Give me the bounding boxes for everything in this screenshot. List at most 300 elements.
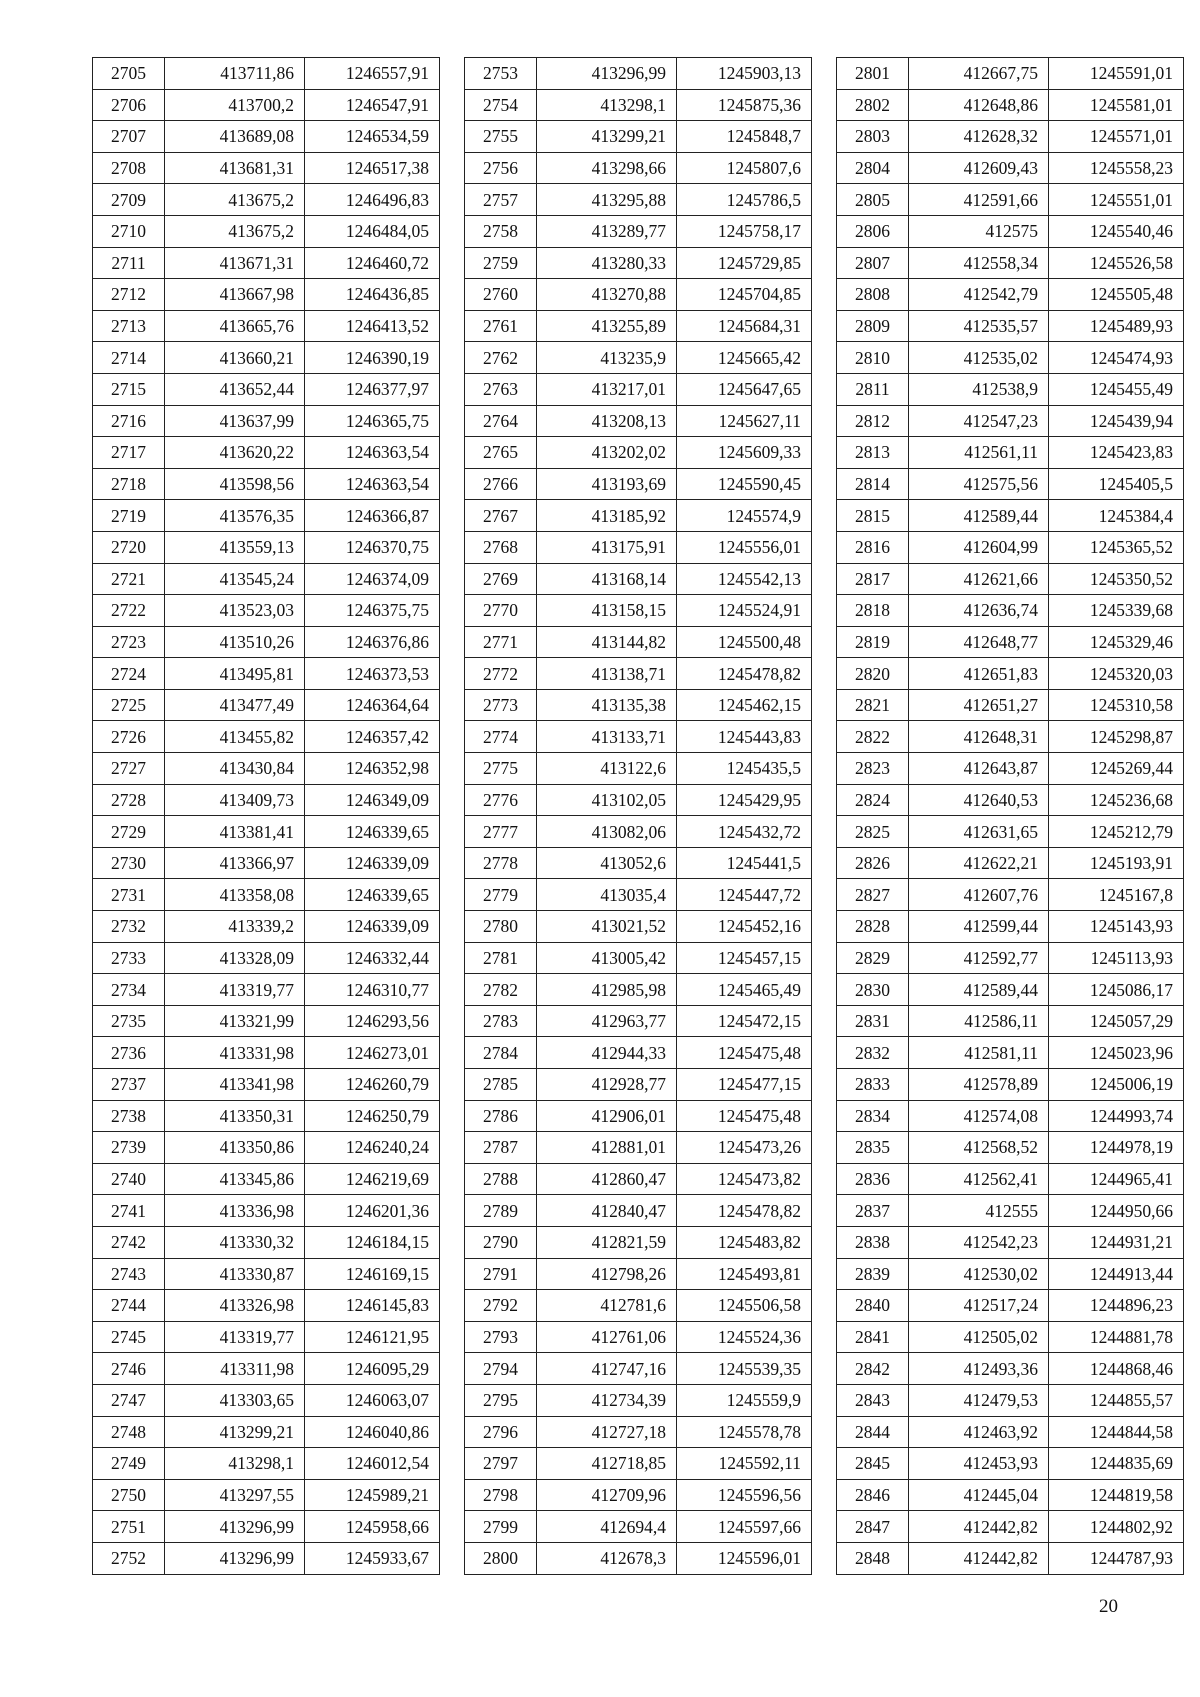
y-coordinate-cell: 1245684,31 [677,310,812,342]
y-coordinate-cell: 1246365,75 [305,405,440,437]
table-row [837,1100,1184,1132]
table-row [465,595,812,627]
x-coordinate-cell: 412694,4 [537,1511,677,1543]
x-coordinate-cell: 412442,82 [909,1511,1049,1543]
table-row [465,89,812,121]
x-coordinate-cell: 412821,59 [537,1226,677,1258]
point-number-cell: 2765 [465,437,537,469]
x-coordinate-cell: 413138,71 [537,658,677,690]
x-coordinate-cell: 413133,71 [537,721,677,753]
table-row [837,816,1184,848]
x-coordinate-cell: 412578,89 [909,1069,1049,1101]
x-coordinate-cell: 413660,21 [165,342,305,374]
y-coordinate-cell: 1245807,6 [677,152,812,184]
y-coordinate-cell: 1246460,72 [305,247,440,279]
table-row [465,58,812,90]
point-number-cell: 2831 [837,1005,909,1037]
y-coordinate-cell: 1245236,68 [1049,784,1184,816]
y-coordinate-cell: 1245558,23 [1049,152,1184,184]
x-coordinate-cell: 413299,21 [165,1416,305,1448]
x-coordinate-cell: 413296,99 [165,1542,305,1574]
y-coordinate-cell: 1245441,5 [677,847,812,879]
point-number-cell: 2844 [837,1416,909,1448]
table-row [465,468,812,500]
x-coordinate-cell: 413193,69 [537,468,677,500]
y-coordinate-cell: 1246063,07 [305,1384,440,1416]
y-coordinate-cell: 1246484,05 [305,215,440,247]
y-coordinate-cell: 1245432,72 [677,816,812,848]
x-coordinate-cell: 413102,05 [537,784,677,816]
y-coordinate-cell: 1245452,16 [677,911,812,943]
point-number-cell: 2768 [465,531,537,563]
point-number-cell: 2753 [465,58,537,90]
table-row [93,784,440,816]
y-coordinate-cell: 1246370,75 [305,531,440,563]
x-coordinate-cell: 413270,88 [537,279,677,311]
point-number-cell: 2823 [837,753,909,785]
y-coordinate-cell: 1244819,58 [1049,1479,1184,1511]
table-row [837,215,1184,247]
table-row [465,1384,812,1416]
y-coordinate-cell: 1245729,85 [677,247,812,279]
point-number-cell: 2716 [93,405,165,437]
y-coordinate-cell: 1245435,5 [677,753,812,785]
point-number-cell: 2711 [93,247,165,279]
y-coordinate-cell: 1245933,67 [305,1542,440,1574]
table-row [93,879,440,911]
y-coordinate-cell: 1245212,79 [1049,816,1184,848]
x-coordinate-cell: 413620,22 [165,437,305,469]
point-number-cell: 2728 [93,784,165,816]
x-coordinate-cell: 413321,99 [165,1005,305,1037]
table-row [93,1258,440,1290]
y-coordinate-cell: 1245596,01 [677,1542,812,1574]
point-number-cell: 2838 [837,1226,909,1258]
table-row [837,468,1184,500]
y-coordinate-cell: 1245592,11 [677,1448,812,1480]
table-row [465,942,812,974]
y-coordinate-cell: 1244896,23 [1049,1290,1184,1322]
point-number-cell: 2801 [837,58,909,90]
x-coordinate-cell: 413339,2 [165,911,305,943]
point-number-cell: 2785 [465,1069,537,1101]
x-coordinate-cell: 413667,98 [165,279,305,311]
table-row [93,437,440,469]
table-row [93,152,440,184]
table-row [837,1416,1184,1448]
y-coordinate-cell: 1245665,42 [677,342,812,374]
x-coordinate-cell: 412586,11 [909,1005,1049,1037]
y-coordinate-cell: 1245524,36 [677,1321,812,1353]
point-number-cell: 2734 [93,974,165,1006]
table-row [837,500,1184,532]
y-coordinate-cell: 1245429,95 [677,784,812,816]
table-row [837,89,1184,121]
x-coordinate-cell: 413675,2 [165,184,305,216]
table-row [93,658,440,690]
table-row [93,626,440,658]
table-row [93,942,440,974]
y-coordinate-cell: 1246184,15 [305,1226,440,1258]
x-coordinate-cell: 412718,85 [537,1448,677,1480]
x-coordinate-cell: 413523,03 [165,595,305,627]
table-row [93,753,440,785]
point-number-cell: 2804 [837,152,909,184]
point-number-cell: 2748 [93,1416,165,1448]
x-coordinate-cell: 413331,98 [165,1037,305,1069]
y-coordinate-cell: 1245462,15 [677,689,812,721]
point-number-cell: 2822 [837,721,909,753]
point-number-cell: 2793 [465,1321,537,1353]
y-coordinate-cell: 1245609,33 [677,437,812,469]
point-number-cell: 2832 [837,1037,909,1069]
x-coordinate-cell: 412442,82 [909,1542,1049,1574]
point-number-cell: 2707 [93,121,165,153]
point-number-cell: 2839 [837,1258,909,1290]
table-row [465,1542,812,1574]
point-number-cell: 2826 [837,847,909,879]
x-coordinate-cell: 413144,82 [537,626,677,658]
table-row [465,1069,812,1101]
table-row [93,974,440,1006]
x-coordinate-cell: 413021,52 [537,911,677,943]
x-coordinate-cell: 412542,23 [909,1226,1049,1258]
y-coordinate-cell: 1246260,79 [305,1069,440,1101]
x-coordinate-cell: 413430,84 [165,753,305,785]
table-row [837,152,1184,184]
table-row [93,1384,440,1416]
point-number-cell: 2840 [837,1290,909,1322]
point-number-cell: 2806 [837,215,909,247]
point-number-cell: 2792 [465,1290,537,1322]
table-row [93,1353,440,1385]
point-number-cell: 2714 [93,342,165,374]
point-number-cell: 2783 [465,1005,537,1037]
table-row [465,753,812,785]
x-coordinate-cell: 413711,86 [165,58,305,90]
table-row [837,1037,1184,1069]
x-coordinate-cell: 413455,82 [165,721,305,753]
y-coordinate-cell: 1245329,46 [1049,626,1184,658]
table-row [837,310,1184,342]
x-coordinate-cell: 413005,42 [537,942,677,974]
table-row [837,1542,1184,1574]
y-coordinate-cell: 1245439,94 [1049,405,1184,437]
point-number-cell: 2774 [465,721,537,753]
y-coordinate-cell: 1245627,11 [677,405,812,437]
point-number-cell: 2842 [837,1353,909,1385]
point-number-cell: 2752 [93,1542,165,1574]
page-number: 20 [1099,1596,1118,1617]
point-number-cell: 2833 [837,1069,909,1101]
point-number-cell: 2739 [93,1132,165,1164]
x-coordinate-cell: 412535,57 [909,310,1049,342]
point-number-cell: 2764 [465,405,537,437]
point-number-cell: 2718 [93,468,165,500]
point-number-cell: 2837 [837,1195,909,1227]
y-coordinate-cell: 1245848,7 [677,121,812,153]
y-coordinate-cell: 1245365,52 [1049,531,1184,563]
x-coordinate-cell: 413298,66 [537,152,677,184]
y-coordinate-cell: 1244881,78 [1049,1321,1184,1353]
x-coordinate-cell: 413052,6 [537,847,677,879]
y-coordinate-cell: 1245540,46 [1049,215,1184,247]
point-number-cell: 2720 [93,531,165,563]
table-row [465,1005,812,1037]
y-coordinate-cell: 1245647,65 [677,373,812,405]
table-row [93,58,440,90]
point-number-cell: 2740 [93,1163,165,1195]
y-coordinate-cell: 1246095,29 [305,1353,440,1385]
y-coordinate-cell: 1245958,66 [305,1511,440,1543]
table-row [465,1511,812,1543]
point-number-cell: 2746 [93,1353,165,1385]
point-number-cell: 2741 [93,1195,165,1227]
table-row [465,1353,812,1385]
y-coordinate-cell: 1244787,93 [1049,1542,1184,1574]
x-coordinate-cell: 413235,9 [537,342,677,374]
x-coordinate-cell: 412589,44 [909,974,1049,1006]
table-row [465,373,812,405]
x-coordinate-cell: 413700,2 [165,89,305,121]
y-coordinate-cell: 1245443,83 [677,721,812,753]
y-coordinate-cell: 1244913,44 [1049,1258,1184,1290]
x-coordinate-cell: 413366,97 [165,847,305,879]
x-coordinate-cell: 413319,77 [165,974,305,1006]
point-number-cell: 2781 [465,942,537,974]
table-row [837,658,1184,690]
y-coordinate-cell: 1245023,96 [1049,1037,1184,1069]
x-coordinate-cell: 413035,4 [537,879,677,911]
table-row [465,1479,812,1511]
point-number-cell: 2772 [465,658,537,690]
y-coordinate-cell: 1246363,54 [305,437,440,469]
y-coordinate-cell: 1245310,58 [1049,689,1184,721]
table-row [465,342,812,374]
x-coordinate-cell: 412453,93 [909,1448,1049,1480]
table-row [837,1448,1184,1480]
point-number-cell: 2795 [465,1384,537,1416]
x-coordinate-cell: 412599,44 [909,911,1049,943]
x-coordinate-cell: 413495,81 [165,658,305,690]
x-coordinate-cell: 412547,23 [909,405,1049,437]
y-coordinate-cell: 1246496,83 [305,184,440,216]
table-row [93,1448,440,1480]
y-coordinate-cell: 1246376,86 [305,626,440,658]
y-coordinate-cell: 1245505,48 [1049,279,1184,311]
table-row [93,1037,440,1069]
point-number-cell: 2815 [837,500,909,532]
table-row [465,1132,812,1164]
y-coordinate-cell: 1245143,93 [1049,911,1184,943]
y-coordinate-cell: 1246413,52 [305,310,440,342]
point-number-cell: 2797 [465,1448,537,1480]
table-row [837,563,1184,595]
y-coordinate-cell: 1245320,03 [1049,658,1184,690]
table-row [93,215,440,247]
x-coordinate-cell: 413330,87 [165,1258,305,1290]
x-coordinate-cell: 413217,01 [537,373,677,405]
y-coordinate-cell: 1245475,48 [677,1037,812,1069]
x-coordinate-cell: 413298,1 [165,1448,305,1480]
point-number-cell: 2750 [93,1479,165,1511]
y-coordinate-cell: 1246201,36 [305,1195,440,1227]
point-number-cell: 2759 [465,247,537,279]
y-coordinate-cell: 1246339,09 [305,911,440,943]
x-coordinate-cell: 412574,08 [909,1100,1049,1132]
point-number-cell: 2747 [93,1384,165,1416]
y-coordinate-cell: 1245704,85 [677,279,812,311]
y-coordinate-cell: 1245597,66 [677,1511,812,1543]
point-number-cell: 2726 [93,721,165,753]
point-number-cell: 2705 [93,58,165,90]
y-coordinate-cell: 1245423,83 [1049,437,1184,469]
y-coordinate-cell: 1245591,01 [1049,58,1184,90]
y-coordinate-cell: 1246377,97 [305,373,440,405]
table-row [465,689,812,721]
y-coordinate-cell: 1246339,65 [305,879,440,911]
table-row [837,1511,1184,1543]
table-row [93,1005,440,1037]
point-number-cell: 2790 [465,1226,537,1258]
point-number-cell: 2743 [93,1258,165,1290]
x-coordinate-cell: 412928,77 [537,1069,677,1101]
table-row [93,121,440,153]
table-row [465,974,812,1006]
x-coordinate-cell: 412648,77 [909,626,1049,658]
point-number-cell: 2756 [465,152,537,184]
y-coordinate-cell: 1246390,19 [305,342,440,374]
point-number-cell: 2820 [837,658,909,690]
y-coordinate-cell: 1245539,35 [677,1353,812,1385]
point-number-cell: 2724 [93,658,165,690]
point-number-cell: 2761 [465,310,537,342]
point-number-cell: 2800 [465,1542,537,1574]
table-row [837,879,1184,911]
x-coordinate-cell: 412622,21 [909,847,1049,879]
y-coordinate-cell: 1246332,44 [305,942,440,974]
point-number-cell: 2830 [837,974,909,1006]
y-coordinate-cell: 1244931,21 [1049,1226,1184,1258]
point-number-cell: 2732 [93,911,165,943]
point-number-cell: 2727 [93,753,165,785]
x-coordinate-cell: 413409,73 [165,784,305,816]
x-coordinate-cell: 413295,88 [537,184,677,216]
x-coordinate-cell: 412906,01 [537,1100,677,1132]
table-row [837,753,1184,785]
y-coordinate-cell: 1244978,19 [1049,1132,1184,1164]
coordinates-table-body [93,58,440,1575]
table-row [837,184,1184,216]
point-number-cell: 2712 [93,279,165,311]
point-number-cell: 2809 [837,310,909,342]
y-coordinate-cell: 1245483,82 [677,1226,812,1258]
y-coordinate-cell: 1245500,48 [677,626,812,658]
x-coordinate-cell: 413665,76 [165,310,305,342]
point-number-cell: 2706 [93,89,165,121]
table-row [465,1416,812,1448]
y-coordinate-cell: 1246012,54 [305,1448,440,1480]
x-coordinate-cell: 413289,77 [537,215,677,247]
x-coordinate-cell: 413598,56 [165,468,305,500]
table-row [465,1226,812,1258]
x-coordinate-cell: 412963,77 [537,1005,677,1037]
point-number-cell: 2744 [93,1290,165,1322]
y-coordinate-cell: 1245447,72 [677,879,812,911]
table-row [837,1290,1184,1322]
y-coordinate-cell: 1246349,09 [305,784,440,816]
point-number-cell: 2813 [837,437,909,469]
y-coordinate-cell: 1245551,01 [1049,184,1184,216]
y-coordinate-cell: 1246339,09 [305,847,440,879]
point-number-cell: 2810 [837,342,909,374]
table-row [465,847,812,879]
table-row [465,1195,812,1227]
x-coordinate-cell: 413299,21 [537,121,677,153]
coordinates-table-3 [836,57,1184,1575]
y-coordinate-cell: 1244950,66 [1049,1195,1184,1227]
table-row [93,1069,440,1101]
table-row [93,279,440,311]
x-coordinate-cell: 413326,98 [165,1290,305,1322]
y-coordinate-cell: 1245193,91 [1049,847,1184,879]
table-row [837,942,1184,974]
y-coordinate-cell: 1245578,78 [677,1416,812,1448]
x-coordinate-cell: 413303,65 [165,1384,305,1416]
x-coordinate-cell: 413637,99 [165,405,305,437]
point-number-cell: 2829 [837,942,909,974]
y-coordinate-cell: 1245455,49 [1049,373,1184,405]
point-number-cell: 2773 [465,689,537,721]
point-number-cell: 2763 [465,373,537,405]
y-coordinate-cell: 1245581,01 [1049,89,1184,121]
x-coordinate-cell: 412709,96 [537,1479,677,1511]
table-row [93,531,440,563]
y-coordinate-cell: 1245298,87 [1049,721,1184,753]
point-number-cell: 2848 [837,1542,909,1574]
y-coordinate-cell: 1246374,09 [305,563,440,595]
table-row [837,342,1184,374]
table-row [837,1353,1184,1385]
table-row [837,974,1184,1006]
point-number-cell: 2802 [837,89,909,121]
x-coordinate-cell: 413208,13 [537,405,677,437]
x-coordinate-cell: 412517,24 [909,1290,1049,1322]
point-number-cell: 2760 [465,279,537,311]
x-coordinate-cell: 412648,86 [909,89,1049,121]
table-row [93,721,440,753]
table-row [465,184,812,216]
x-coordinate-cell: 412781,6 [537,1290,677,1322]
table-row [837,784,1184,816]
x-coordinate-cell: 413350,31 [165,1100,305,1132]
y-coordinate-cell: 1246557,91 [305,58,440,90]
table-row [465,531,812,563]
y-coordinate-cell: 1245571,01 [1049,121,1184,153]
point-number-cell: 2738 [93,1100,165,1132]
point-number-cell: 2825 [837,816,909,848]
x-coordinate-cell: 412575 [909,215,1049,247]
x-coordinate-cell: 413202,02 [537,437,677,469]
point-number-cell: 2846 [837,1479,909,1511]
x-coordinate-cell: 412881,01 [537,1132,677,1164]
point-number-cell: 2754 [465,89,537,121]
table-row [465,1100,812,1132]
y-coordinate-cell: 1246310,77 [305,974,440,1006]
point-number-cell: 2807 [837,247,909,279]
table-row [93,468,440,500]
table-row [465,1258,812,1290]
